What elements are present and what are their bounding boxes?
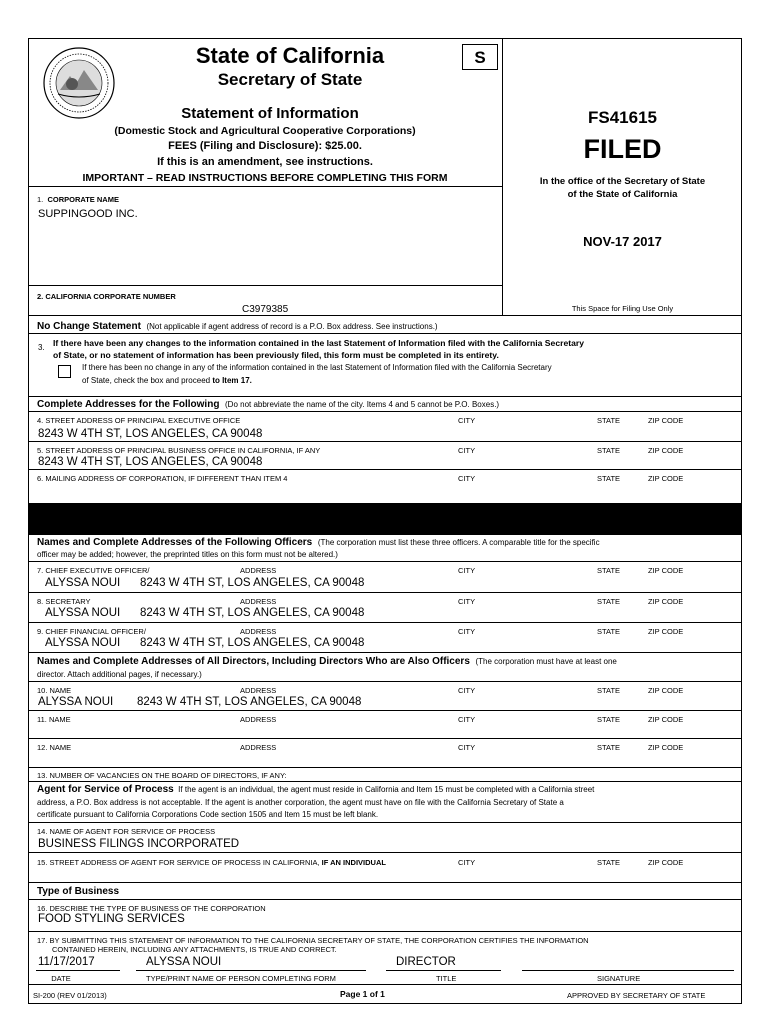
certify-title-value[interactable]: DIRECTOR [396, 956, 456, 968]
business-value[interactable]: FOOD STYLING SERVICES [38, 913, 185, 925]
state-label: STATE [597, 743, 621, 752]
agent-address-label: 15. STREET ADDRESS OF AGENT FOR SERVICE OF PROCESS IN CALIFORNIA, [37, 858, 322, 867]
signature-label: SIGNATURE [597, 974, 641, 983]
address-label: 5. STREET ADDRESS OF PRINCIPAL BUSINESS OFFICE IN CALIFORNIA, IF ANY [37, 446, 321, 455]
city-label: CITY [458, 566, 476, 575]
agent-text1: If the agent is an individual, the agent must reside in California and Item 15 must be completed with a California street [178, 785, 595, 794]
director-name-value[interactable]: ALYSSA NOUI [38, 696, 114, 708]
officer-label: 8. SECRETARY [37, 597, 91, 606]
filing-number: FS41615 [588, 108, 657, 127]
corp-number-value[interactable]: C3979385 [242, 304, 289, 315]
zip-label: ZIP CODE [648, 686, 684, 695]
vacancies-label: 13. NUMBER OF VACANCIES ON THE BOARD OF DIRECTORS, IF ANY: [37, 771, 287, 780]
no-change-note: (Not applicable if agent address of record is a P.O. Box address. See instructions.) [146, 322, 438, 331]
city-label: CITY [458, 858, 476, 867]
director-address-label: ADDRESS [240, 743, 277, 752]
officer-name-value[interactable]: ALYSSA NOUI [45, 637, 121, 649]
form-id: SI-200 (REV 01/2013) [33, 991, 107, 1000]
director-address-label: ADDRESS [240, 715, 277, 724]
officers-note2: officer may be added; however, the preprinted titles on this form must not be altered.) [37, 550, 338, 559]
corp-name-value[interactable]: SUPPINGOOD INC. [38, 208, 138, 220]
address-value[interactable]: 8243 W 4TH ST, LOS ANGELES, CA 90048 [38, 428, 263, 440]
no-change-line1: If there have been any changes to the information contained in the last Statement of Information filed with the California Secretary [53, 338, 584, 348]
no-change-checkbox[interactable] [58, 365, 71, 378]
zip-label: ZIP CODE [648, 627, 684, 636]
directors-note1: (The corporation must have at least one [475, 657, 617, 666]
state-label: STATE [597, 566, 621, 575]
corp-number-label: 2. CALIFORNIA CORPORATE NUMBER [37, 292, 176, 301]
certify-name-value[interactable]: ALYSSA NOUI [146, 956, 222, 968]
address-value[interactable]: 8243 W 4TH ST, LOS ANGELES, CA 90048 [38, 456, 263, 468]
city-label: CITY [458, 715, 476, 724]
officer-label: 7. CHIEF EXECUTIVE OFFICER/ [37, 566, 150, 575]
filing-office-line2: of the State of California [567, 189, 678, 200]
no-change-line2: of State, or no statement of information has been previously filed, this form must be completed in its entirety. [53, 350, 499, 360]
signature-line[interactable] [522, 970, 734, 971]
agent-address-label-bold: IF AN INDIVIDUAL [321, 858, 386, 867]
agent-text3: certificate pursuant to California Corporations Code section 1505 and Item 15 must be left blank. [37, 810, 379, 819]
filing-office-line1: In the office of the Secretary of State [539, 176, 706, 187]
directors-note2: director. Attach additional pages, if necessary.) [37, 670, 202, 679]
filing-space-note: This Space for Filing Use Only [571, 304, 674, 313]
officer-address-value[interactable]: 8243 W 4TH ST, LOS ANGELES, CA 90048 [140, 637, 365, 649]
zip-label: ZIP CODE [648, 474, 684, 483]
state-label: STATE [597, 416, 621, 425]
state-seal-icon [42, 46, 116, 120]
director-label: 11. NAME [37, 715, 71, 724]
title-label: TITLE [436, 974, 457, 983]
officer-name-value[interactable]: ALYSSA NOUI [45, 577, 121, 589]
zip-label: ZIP CODE [648, 858, 684, 867]
state-title: State of California [195, 43, 385, 68]
officer-address-value[interactable]: 8243 W 4TH ST, LOS ANGELES, CA 90048 [140, 607, 365, 619]
form-title: Statement of Information [181, 105, 359, 122]
officer-address-value[interactable]: 8243 W 4TH ST, LOS ANGELES, CA 90048 [140, 577, 365, 589]
officer-label: 9. CHIEF FINANCIAL OFFICER/ [37, 627, 146, 636]
no-change-line4b: to Item 17. [212, 376, 252, 385]
officers-title: Names and Complete Addresses of the Following Officers [37, 537, 313, 548]
page-number: Page 1 of 1 [340, 989, 385, 999]
directors-title: Names and Complete Addresses of All Directors, Including Directors Who are Also Officers [37, 656, 470, 667]
fees-text: FEES (Filing and Disclosure): $25.00. [168, 140, 362, 152]
zip-label: ZIP CODE [648, 416, 684, 425]
officer-address-label: ADDRESS [240, 597, 277, 606]
address-label: 4. STREET ADDRESS OF PRINCIPAL EXECUTIVE OFFICE [37, 416, 241, 425]
officers-note1: (The corporation must list these three officers. A comparable title for the specific [317, 538, 600, 547]
zip-label: ZIP CODE [648, 715, 684, 724]
address-label: 6. MAILING ADDRESS OF CORPORATION, IF DIFFERENT THAN ITEM 4 [37, 474, 288, 483]
corp-name-label: CORPORATE NAME [47, 195, 119, 204]
certify-line1: 17. BY SUBMITTING THIS STATEMENT OF INFORMATION TO THE CALIFORNIA SECRETARY OF STATE, THE CORPORATION CERTIFIES THE INFORMATION [37, 936, 589, 945]
city-label: CITY [458, 686, 476, 695]
city-label: CITY [458, 743, 476, 752]
state-label: STATE [597, 858, 621, 867]
no-change-line3: If there has been no change in any of the information contained in the last Statement of Information filed with the California Secretary [82, 363, 552, 372]
date-label: DATE [51, 974, 71, 983]
state-label: STATE [597, 627, 621, 636]
secretary-title: Secretary of State [217, 70, 363, 89]
state-label: STATE [597, 686, 621, 695]
zip-label: ZIP CODE [648, 597, 684, 606]
approved-by: APPROVED BY SECRETARY OF STATE [567, 991, 706, 1000]
director-address-value[interactable]: 8243 W 4TH ST, LOS ANGELES, CA 90048 [137, 696, 362, 708]
city-label: CITY [458, 416, 476, 425]
business-title: Type of Business [37, 886, 120, 897]
important-text: IMPORTANT – READ INSTRUCTIONS BEFORE COMPLETING THIS FORM [82, 172, 448, 184]
agent-text2: address, a P.O. Box address is not acceptable. If the agent is another corporation, the agent must have on file with the California Secretary of State a [37, 798, 564, 807]
form-subtitle: (Domestic Stock and Agricultural Cooperative Corporations) [114, 125, 416, 137]
addresses-note: (Do not abbreviate the name of the city. Items 4 and 5 cannot be P.O. Boxes.) [225, 400, 500, 409]
director-label: 12. NAME [37, 743, 72, 752]
addresses-title: Complete Addresses for the Following [37, 399, 220, 410]
state-label: STATE [597, 715, 621, 724]
zip-label: ZIP CODE [648, 566, 684, 575]
no-change-title: No Change Statement [37, 321, 141, 332]
redacted-block [28, 503, 742, 535]
agent-name-label: 14. NAME OF AGENT FOR SERVICE OF PROCESS [37, 827, 216, 836]
officer-address-label: ADDRESS [240, 627, 277, 636]
agent-name-value[interactable]: BUSINESS FILINGS INCORPORATED [38, 838, 240, 850]
corp-name-num: 1. [37, 195, 44, 204]
director-address-label: ADDRESS [240, 686, 277, 695]
city-label: CITY [458, 446, 476, 455]
header-divider [502, 38, 503, 315]
amendment-text: If this is an amendment, see instructions. [157, 156, 373, 168]
state-label: STATE [597, 446, 621, 455]
city-label: CITY [458, 474, 476, 483]
director-label: 10. NAME [37, 686, 72, 695]
officer-name-value[interactable]: ALYSSA NOUI [45, 607, 121, 619]
name-label: TYPE/PRINT NAME OF PERSON COMPLETING FORM [146, 974, 336, 983]
filing-date: NOV-17 2017 [583, 234, 662, 249]
form-badge: S [462, 44, 498, 70]
city-label: CITY [458, 627, 476, 636]
certify-line2: CONTAINED HEREIN, INCLUDING ANY ATTACHMENTS, IS TRUE AND CORRECT. [52, 945, 337, 954]
zip-label: ZIP CODE [648, 743, 684, 752]
filed-stamp: FILED [583, 134, 662, 164]
state-label: STATE [597, 597, 621, 606]
agent-title: Agent for Service of Process [37, 784, 174, 795]
business-label: 16. DESCRIBE THE TYPE OF BUSINESS OF THE CORPORATION [37, 904, 266, 913]
zip-label: ZIP CODE [648, 446, 684, 455]
no-change-line4a: of State, check the box and proceed [82, 376, 213, 385]
city-label: CITY [458, 597, 476, 606]
certify-date-value[interactable]: 11/17/2017 [38, 956, 95, 968]
no-change-item-num: 3. [38, 343, 45, 352]
officer-address-label: ADDRESS [240, 566, 277, 575]
state-label: STATE [597, 474, 621, 483]
